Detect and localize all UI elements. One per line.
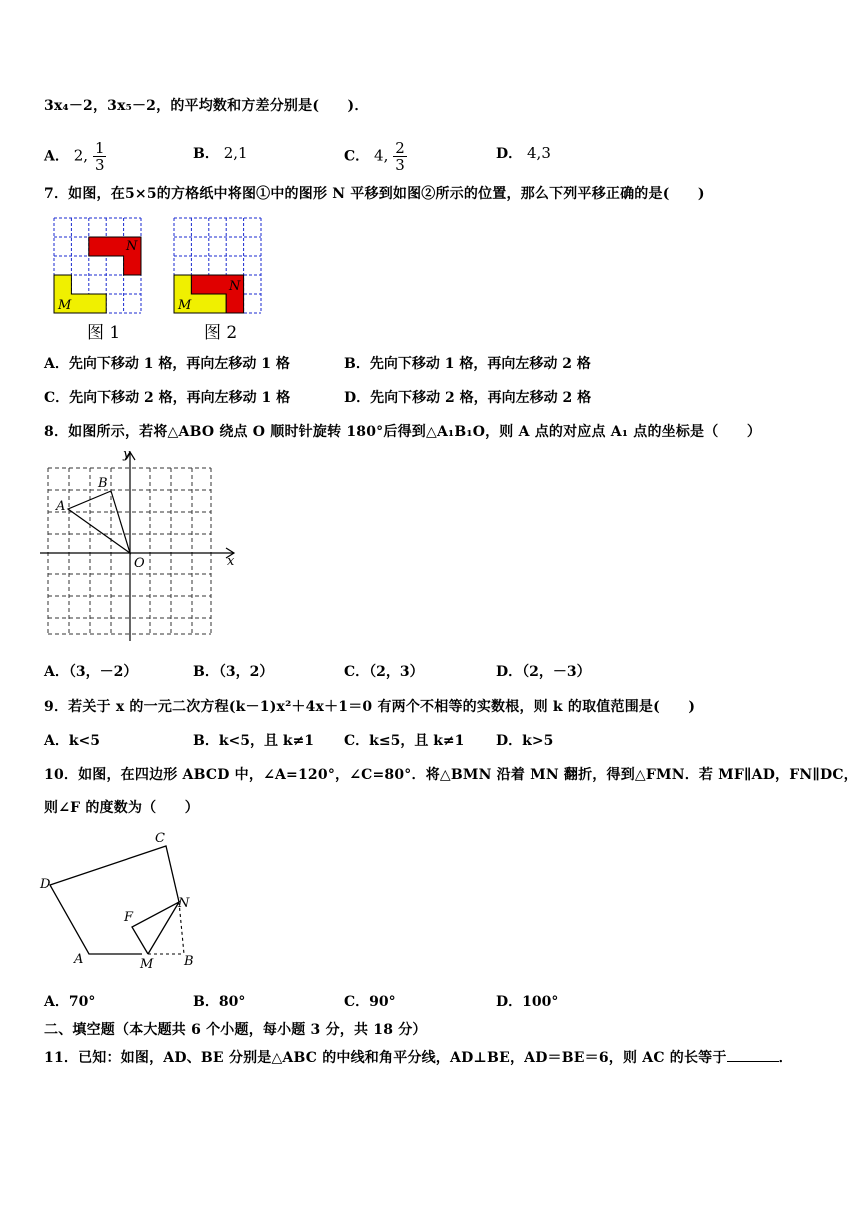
- q7-fig2-caption: 图 2: [204, 323, 238, 343]
- q9-option-b: B．k<5，且 k≠1: [193, 733, 315, 749]
- q10-label-c: C: [155, 831, 165, 846]
- q7-fig1-label-m: M: [58, 298, 72, 313]
- q6-option-c-denominator: 3: [395, 156, 405, 174]
- q10-label-d: D: [40, 877, 51, 892]
- q6-option-c-numerator: 2: [395, 139, 405, 157]
- q8-option-a: A．（3，－2）: [44, 664, 138, 680]
- section-heading-fill-blank: 二、填空题（本大题共 6 个小题，每小题 3 分，共 18 分）: [44, 1022, 427, 1038]
- q6-option-c: [344, 140, 407, 173]
- q6-option-c-letter: C．: [344, 148, 370, 165]
- q6-option-d-letter: D．: [496, 146, 523, 162]
- q10-stem-line2: 则∠F 的度数为（ ）: [44, 800, 199, 816]
- q7-fig2-label-n: N: [229, 279, 241, 294]
- q6-option-d: [496, 143, 551, 163]
- q6-option-d-value: 4,3: [527, 144, 551, 162]
- q8-label-x: x: [227, 554, 235, 569]
- q10-folded-triangle: [132, 902, 179, 954]
- q6-option-b: [193, 143, 248, 163]
- q11-answer-blank[interactable]: [727, 1048, 779, 1062]
- q8-option-d: D．（2，－3）: [496, 664, 591, 680]
- q10-label-a: A: [74, 952, 84, 967]
- q11-stem-tail: ．: [778, 1050, 793, 1066]
- q7-stem: 7．如图，在5×5的方格纸中将图①中的图形 N 平移到如图②所示的位置，那么下列平移正确的是( ): [44, 186, 705, 202]
- q6-stem-tail: 3x₄－2，3x₅－2，的平均数和方差分别是( )．: [44, 98, 369, 114]
- q6-option-a-numerator: 1: [94, 139, 105, 157]
- q7-option-a: A．先向下移动 1 格，再向左移动 1 格: [44, 356, 290, 372]
- q6-option-a: [44, 140, 106, 173]
- q8-option-c: C．（2，3）: [344, 664, 424, 680]
- q10-quadrilateral: [50, 846, 179, 954]
- q10-option-c: C．90°: [344, 994, 396, 1010]
- q6-option-c-fraction: [393, 140, 407, 173]
- q10-option-a: A．70°: [44, 994, 96, 1010]
- q10-label-b: B: [184, 954, 194, 969]
- q6-option-c-prefix: 4,: [374, 146, 389, 165]
- q6-option-b-value: 2,1: [223, 144, 248, 162]
- q7-fig2-label-m: M: [178, 298, 192, 313]
- q10-label-n: N: [178, 896, 190, 911]
- q6-option-a-denominator: 3: [94, 156, 105, 174]
- q7-fig1-caption: 图 1: [87, 323, 121, 343]
- q10-option-b: B．80°: [193, 994, 246, 1010]
- q7-figure-2: [174, 218, 262, 314]
- q8-label-o: O: [134, 556, 145, 571]
- q8-label-y: y: [123, 447, 131, 462]
- q9-option-a: A．k<5: [44, 733, 101, 749]
- q10-option-d: D．100°: [496, 994, 559, 1010]
- q10-stem-line1: 10．如图，在四边形 ABCD 中，∠A=120°，∠C=80°．将△BMN 沿着 MN 翻折，得到△FMN．若 MF∥AD，FN∥DC，: [44, 767, 858, 783]
- q6-option-b-letter: B．: [193, 146, 219, 162]
- q10-label-f: F: [124, 910, 134, 925]
- q6-option-a-fraction: [93, 140, 107, 173]
- q10-figure: [38, 828, 208, 973]
- q9-option-d: D．k>5: [496, 733, 554, 749]
- q11-stem: [44, 1047, 793, 1067]
- q11-stem-text: 11．已知：如图，AD、BE 分别是△ABC 的中线和角平分线，AD⊥BE，AD＝BE＝6，则 AC 的长等于: [44, 1050, 727, 1066]
- q7-fig1-label-n: N: [126, 239, 138, 254]
- q8-triangle-abo: [68, 491, 130, 553]
- q6-option-a-prefix: 2,: [73, 146, 89, 165]
- q10-label-m: M: [140, 957, 154, 972]
- q9-stem: 9．若关于 x 的一元二次方程(k－1)x²＋4x＋1＝0 有两个不相等的实数根，则 k 的取值范围是( ): [44, 699, 696, 715]
- q8-label-a: A: [56, 499, 66, 514]
- q7-figure-1: [54, 218, 142, 314]
- q7-option-d: D．先向下移动 2 格，再向左移动 2 格: [344, 390, 592, 406]
- q6-option-a-letter: A．: [44, 148, 69, 165]
- q8-label-b: B: [98, 476, 108, 491]
- q9-option-c: C．k≤5，且 k≠1: [344, 733, 465, 749]
- q7-option-c: C．先向下移动 2 格，再向左移动 1 格: [44, 390, 291, 406]
- q8-option-b: B．（3，2）: [193, 664, 274, 680]
- q7-option-b: B．先向下移动 1 格，再向左移动 2 格: [344, 356, 591, 372]
- q8-stem: 8．如图所示，若将△ABO 绕点 O 顺时针旋转 180°后得到△A₁B₁O，则 A 点的对应点 A₁ 点的坐标是（ ）: [44, 424, 762, 440]
- q8-figure: [38, 446, 243, 646]
